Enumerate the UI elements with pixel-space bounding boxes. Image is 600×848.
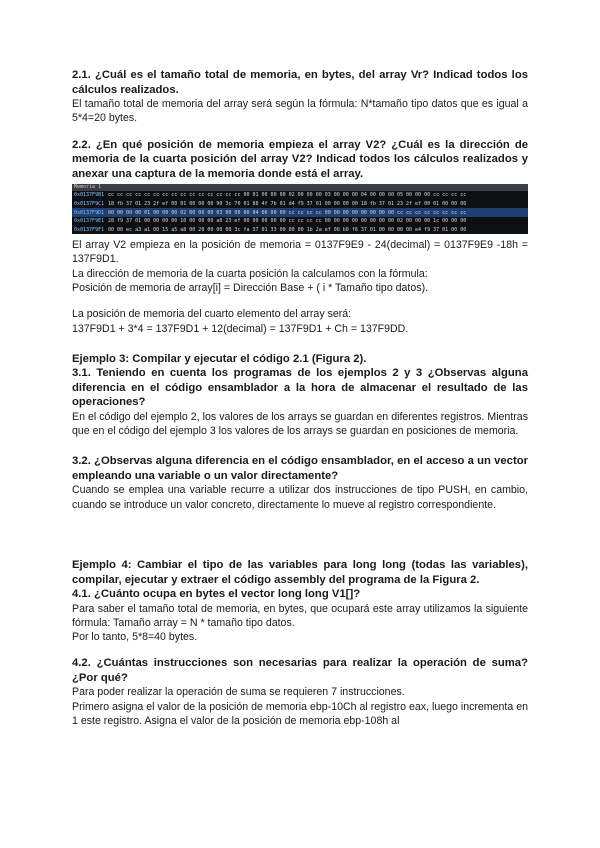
question-4-2: 4.2. ¿Cuántas instrucciones son necesarias para realizar la operación de suma? ¿Por qué? — [72, 657, 528, 684]
question-3-2: 3.2. ¿Observas alguna diferencia en el código ensamblador, en el acceso a un vector empleando una variable o un valor directamente? — [72, 455, 528, 482]
document-page — [72, 68, 528, 728]
question-3-1: 3.1. Teniendo en cuenta los programas de los ejemplos 2 y 3 ¿Observas alguna diferencia en el código ensamblador a la hora de almacenar el resultado de las operaciones? — [72, 367, 528, 409]
memory-row-highlighted — [72, 208, 528, 217]
memory-address: 0x0137F9E1 — [74, 218, 105, 225]
answer-4-1: Para saber el tamaño total de memoria, en bytes, que ocupará este array utilizamos la siguiente fórmula: Tamaño array = N * tamaño tipo datos. — [72, 602, 528, 629]
memory-row — [72, 217, 528, 226]
answer-4-2-line: Primero asigna el valor de la posición de memoria ebp-10Ch al registro eax, luego incrementa en 1 este registro. Asigna el valor de la posición de memoria ebp-108h al — [72, 700, 528, 728]
memory-bytes: 00 00 ec a3 a1 00 15 a5 a8 00 20 00 00 00 3c fa 37 01 33 00 00 00 1b 2a ef 00 b0 f6 37 01 00 00 00 00 e4 f9 37 01 00 00 — [108, 226, 467, 233]
memory-address: 0x0137F9F1 — [74, 226, 105, 233]
ejemplo-4-heading: Ejemplo 4: Cambiar el tipo de las variables para long long (todas las variables), compilar, ejecutar y extraer el código assembly del programa de la Figura 2. — [72, 559, 528, 586]
memory-address: 0x0137F9B1 — [74, 192, 105, 199]
answer-3-2: Cuando se emplea una variable recurre a utilizar dos instrucciones de tipo PUSH, en cambio, cuando se introduce un valor concreto, directamente lo mueve al registro correspondiente. — [72, 484, 528, 511]
answer-2-1: El tamaño total de memoria del array será según la fórmula: N*tamaño tipo datos que es igual a 5*4=20 bytes. — [72, 98, 528, 125]
ejemplo-3-heading: Ejemplo 3: Compilar y ejecutar el código 2.1 (Figura 2). — [72, 352, 367, 365]
answer-2-2-line: El array V2 empieza en la posición de memoria = 0137F9E9 - 24(decimal) = 0137F9E9 -18h = 137F9D1. — [72, 239, 528, 266]
memory-row — [72, 225, 528, 234]
memory-window-titlebar: Memoria 1 — [72, 184, 528, 191]
answer-2-2-line: Posición de memoria de array[i] = Dirección Base + ( i * Tamaño tipo datos). — [72, 281, 429, 294]
question-2-2: 2.2. ¿En qué posición de memoria empieza el array V2? ¿Cuál es la dirección de memoria de la cuarta posición del array V2? Indicad todos los cálculos realizados y anexar una captura de la memoria donde está el array. — [72, 138, 528, 180]
question-2-1: 2.1. ¿Cuál es el tamaño total de memoria, en bytes, del array Vr? Indicad todos los cálculos realizados. — [72, 69, 528, 96]
memory-row — [72, 191, 528, 200]
memory-address: 0x0137F9C1 — [74, 200, 105, 207]
answer-3-1: En el código del ejemplo 2, los valores de los arrays se guardan en diferentes registros. Mientras que en el código del ejemplo 3 los valores de los arrays se guardan en posiciones de memoria. — [72, 410, 528, 438]
memory-bytes: 00 00 00 00 01 00 00 00 02 00 00 00 03 00 00 00 04 00 00 00 cc cc cc cc 00 00 00 00 00 00 00 00 cc cc cc cc cc cc cc cc — [108, 209, 467, 216]
question-4-1: 4.1. ¿Cuánto ocupa en bytes el vector long long V1[]? — [72, 588, 361, 601]
answer-2-2-line: La dirección de memoria de la cuarta posición la calculamos con la fórmula: — [72, 267, 428, 280]
memory-address: 0x0137F9D1 — [74, 209, 105, 216]
memory-row — [72, 200, 528, 209]
answer-4-1-result: Por lo tanto, 5*8=40 bytes. — [72, 631, 198, 644]
memory-screenshot — [72, 184, 528, 234]
memory-bytes: 28 f9 37 01 00 00 00 00 10 00 00 00 a0 23 ef 00 00 00 00 00 cc cc cc cc 00 00 00 00 00 00 00 00 02 00 00 00 1c 00 00 00 — [108, 218, 467, 225]
answer-2-2-line: La posición de memoria del cuarto elemento del array será: — [72, 308, 352, 321]
memory-bytes: 18 fb 37 01 23 2f ef 00 01 00 00 00 90 3c 70 01 88 4f 7b 01 d4 f9 37 01 00 00 00 00 18 fb 37 01 23 2f ef 00 01 00 00 00 — [108, 200, 467, 207]
memory-bytes: cc cc cc cc cc cc cc cc cc cc cc cc cc cc cc 00 01 00 00 00 02 00 00 00 03 00 00 00 04 00 00 00 05 00 00 00 cc cc cc cc — [108, 192, 467, 199]
answer-4-2-line: Para poder realizar la operación de suma se requieren 7 instrucciones. — [72, 686, 405, 699]
answer-2-2-line: 137F9D1 + 3*4 = 137F9D1 + 12(decimal) = 137F9D1 + Ch = 137F9DD. — [72, 322, 409, 335]
